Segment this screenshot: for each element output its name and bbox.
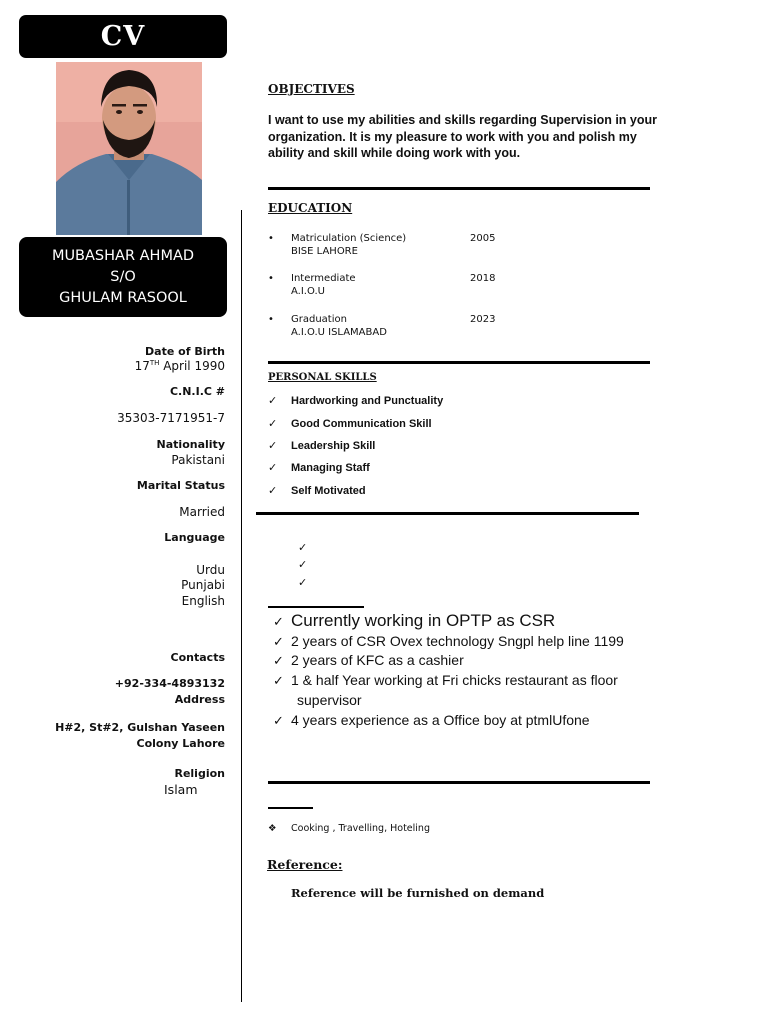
relation-label: S/O bbox=[110, 268, 136, 285]
objectives-line: I want to use my abilities and skills regarding Supervision in your bbox=[268, 113, 657, 127]
address-line: H#2, St#2, Gulshan Yaseen bbox=[55, 721, 225, 734]
degree-year: 2005 bbox=[470, 233, 496, 244]
degree-name: Graduation bbox=[291, 314, 347, 325]
skill-item bbox=[268, 417, 432, 430]
cv-label: CV bbox=[100, 21, 146, 52]
checkmark-icon: ✓ bbox=[273, 653, 284, 668]
section-divider bbox=[268, 361, 650, 364]
checkmark-icon: ✓ bbox=[298, 558, 308, 571]
objectives-text bbox=[268, 112, 668, 162]
skill-label: Leadership Skill bbox=[291, 440, 376, 452]
hobbies-item bbox=[268, 823, 430, 834]
checkmark-icon: ✓ bbox=[268, 418, 278, 430]
experience-item bbox=[273, 652, 464, 669]
contacts-label: Contacts bbox=[170, 651, 225, 664]
nationality-value: Pakistani bbox=[171, 453, 225, 467]
nationality-label: Nationality bbox=[156, 438, 225, 451]
column-divider bbox=[241, 210, 242, 1002]
section-divider bbox=[268, 781, 650, 784]
experience-label: 1 & half Year working at Fri chicks restaurant as floor bbox=[291, 672, 618, 688]
experience-label: 4 years experience as a Office boy at ptmlUfone bbox=[291, 712, 590, 728]
checkmark-icon: ✓ bbox=[273, 673, 284, 688]
bullet-icon: • bbox=[268, 314, 274, 325]
experience-label: 2 years of CSR Ovex technology Sngpl help line 1199 bbox=[291, 633, 624, 649]
cnic-label: C.N.I.C # bbox=[169, 385, 225, 398]
dob-value bbox=[135, 359, 225, 373]
degree-year: 2018 bbox=[470, 273, 496, 284]
language-label: Language bbox=[164, 531, 225, 544]
experience-item bbox=[273, 633, 624, 650]
skill-label: Good Communication Skill bbox=[291, 418, 432, 430]
religion-label: Religion bbox=[174, 767, 225, 780]
candidate-name: MUBASHAR AHMAD bbox=[51, 247, 195, 264]
skill-label: Self Motivated bbox=[291, 485, 366, 497]
experience-item bbox=[273, 611, 555, 631]
degree-institute: A.I.O.U bbox=[291, 286, 325, 297]
religion-value: Islam bbox=[164, 782, 198, 797]
checkmark-icon: ✓ bbox=[268, 395, 278, 407]
address-line: Colony Lahore bbox=[136, 737, 225, 750]
degree-institute: BISE LAHORE bbox=[291, 246, 358, 257]
short-divider bbox=[268, 807, 313, 809]
reference-text: Reference will be furnished on demand bbox=[291, 886, 545, 900]
language-item: English bbox=[181, 594, 225, 608]
name-card bbox=[19, 237, 227, 317]
checkmark-icon: ✓ bbox=[273, 614, 284, 629]
degree-institute: A.I.O.U ISLAMABAD bbox=[291, 327, 387, 338]
cv-title bbox=[19, 15, 227, 58]
degree-name: Intermediate bbox=[291, 273, 356, 284]
skills-title: PERSONAL SKILLS bbox=[268, 372, 377, 383]
checkmark-icon: ✓ bbox=[268, 440, 278, 452]
objectives-line: ability and skill while doing work with you. bbox=[268, 146, 521, 160]
dob-rest: April 1990 bbox=[159, 359, 225, 373]
experience-item bbox=[273, 672, 618, 689]
section-divider bbox=[256, 512, 639, 515]
language-item: Punjabi bbox=[181, 578, 225, 592]
skill-label: Managing Staff bbox=[291, 462, 370, 474]
skill-label: Hardworking and Punctuality bbox=[291, 395, 444, 407]
portrait-image bbox=[56, 62, 202, 235]
education-title: EDUCATION bbox=[268, 201, 353, 215]
dob-label: Date of Birth bbox=[145, 345, 225, 358]
short-divider bbox=[268, 606, 364, 608]
dob-suffix: TH bbox=[149, 359, 160, 367]
bullet-icon: • bbox=[268, 233, 274, 244]
checkmark-icon: ✓ bbox=[298, 576, 308, 589]
checkmark-icon: ✓ bbox=[268, 485, 278, 497]
section-divider bbox=[268, 187, 650, 190]
diamond-bullet-icon: ❖ bbox=[268, 823, 277, 834]
experience-label: 2 years of KFC as a cashier bbox=[291, 652, 464, 668]
bullet-icon: • bbox=[268, 273, 274, 284]
checkmark-icon: ✓ bbox=[273, 634, 284, 649]
address-label: Address bbox=[174, 693, 225, 706]
experience-item bbox=[273, 712, 590, 729]
skill-item bbox=[268, 394, 443, 407]
marital-status-value: Married bbox=[179, 505, 225, 519]
degree-year: 2023 bbox=[470, 314, 496, 325]
checkmark-icon: ✓ bbox=[298, 541, 308, 554]
cnic-value: 35303-7171951-7 bbox=[117, 411, 225, 425]
degree-name: Matriculation (Science) bbox=[291, 233, 407, 244]
experience-continuation: supervisor bbox=[297, 692, 362, 708]
skill-item bbox=[268, 461, 370, 474]
phone-number: +92-334-4893132 bbox=[114, 677, 225, 690]
marital-status-label: Marital Status bbox=[136, 479, 225, 492]
experience-label: Currently working in OPTP as CSR bbox=[291, 611, 556, 630]
checkmark-icon: ✓ bbox=[268, 462, 278, 474]
profile-photo bbox=[56, 62, 202, 235]
skill-item bbox=[268, 439, 375, 452]
reference-title: Reference: bbox=[267, 857, 343, 872]
checkmark-icon: ✓ bbox=[273, 713, 284, 728]
language-item: Urdu bbox=[196, 563, 225, 577]
dob-day: 17 bbox=[134, 359, 150, 373]
father-name: GHULAM RASOOL bbox=[59, 289, 187, 306]
objectives-line: organization. It is my pleasure to work with you and polish my bbox=[268, 129, 637, 144]
skill-item bbox=[268, 484, 366, 497]
hobbies-text: Cooking , Travelling, Hoteling bbox=[291, 823, 430, 834]
objectives-title: OBJECTIVES bbox=[268, 82, 355, 96]
